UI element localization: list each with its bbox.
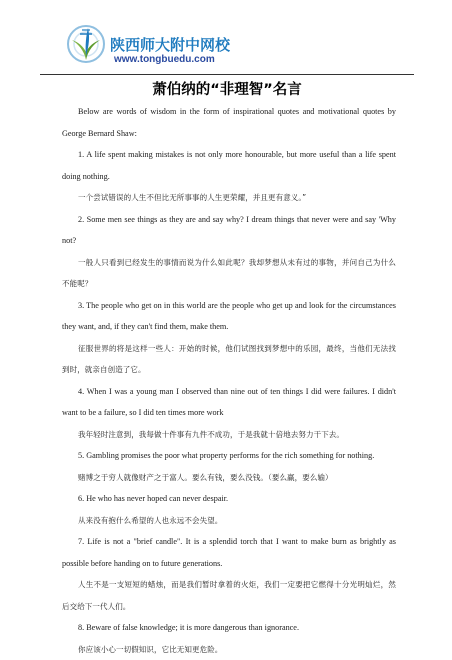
school-name: 陕西师大附中网校 xyxy=(110,34,230,55)
school-url: www.tongbuedu.com xyxy=(114,54,215,65)
quote-zh: 一个尝试错误的人生不但比无所事事的人生更荣耀，并且更有意义。” xyxy=(62,187,396,209)
quote-en: 1. A life spent making mistakes is not only more honourable, but more useful than a life spent doing nothing. xyxy=(62,144,396,187)
quote-en: 6. He who has never hoped can never despair. xyxy=(62,488,396,510)
quote-en: 8. Beware of false knowledge; it is more dangerous than ignorance. xyxy=(62,617,396,639)
quote-zh: 赌博之于穷人就像财产之于富人。要么有钱，要么没钱。（要么赢，要么输） xyxy=(62,467,396,489)
quote-zh: 你应该小心一切假知识，它比无知更危险。 xyxy=(62,639,396,660)
intro-paragraph: Below are words of wisdom in the form of inspirational quotes and motivational quotes by George Bernard Shaw: xyxy=(62,101,396,144)
quote-en: 2. Some men see things as they are and say why? I dream things that never were and say 'Why not? xyxy=(62,209,396,252)
quote-zh: 我年轻时注意到，我每做十件事有九件不成功，于是我就十倍地去努力干下去。 xyxy=(62,424,396,446)
quote-en: 3. The people who get on in this world are the people who get up and look for the circumstances they want, and, if they can't find them, make them. xyxy=(62,295,396,338)
quote-zh: 人生不是一支短短的蜡烛，而是我们暂时拿着的火炬，我们一定要把它燃得十分光明灿烂，然后交给下一代人们。 xyxy=(62,574,396,617)
header-divider xyxy=(40,74,414,75)
quote-en: 7. Life is not a "brief candle". It is a splendid torch that I want to make burn as brightly as possible before handing on to future generations. xyxy=(62,531,396,574)
quote-en: 4. When I was a young man I observed than nine out of ten things I did were failures. I didn't want to be a failure, so I did ten times more work xyxy=(62,381,396,424)
page-title: 萧伯纳的“非理智”名言 xyxy=(40,78,414,99)
quote-zh: 征服世界的将是这样一些人：开始的时候，他们试图找到梦想中的乐园，最终，当他们无法找到时，就亲自创造了它。 xyxy=(62,338,396,381)
quote-zh: 一般人只看到已经发生的事情而说为什么如此呢？我却梦想从未有过的事物，并问自己为什么不能呢？ xyxy=(62,252,396,295)
school-logo-icon xyxy=(64,20,108,68)
page-header xyxy=(64,20,354,72)
quote-en: 5. Gambling promises the poor what property performs for the rich something for nothing. xyxy=(62,445,396,467)
quote-zh: 从来没有抱什么希望的人也永远不会失望。 xyxy=(62,510,396,532)
document-body xyxy=(62,101,396,660)
